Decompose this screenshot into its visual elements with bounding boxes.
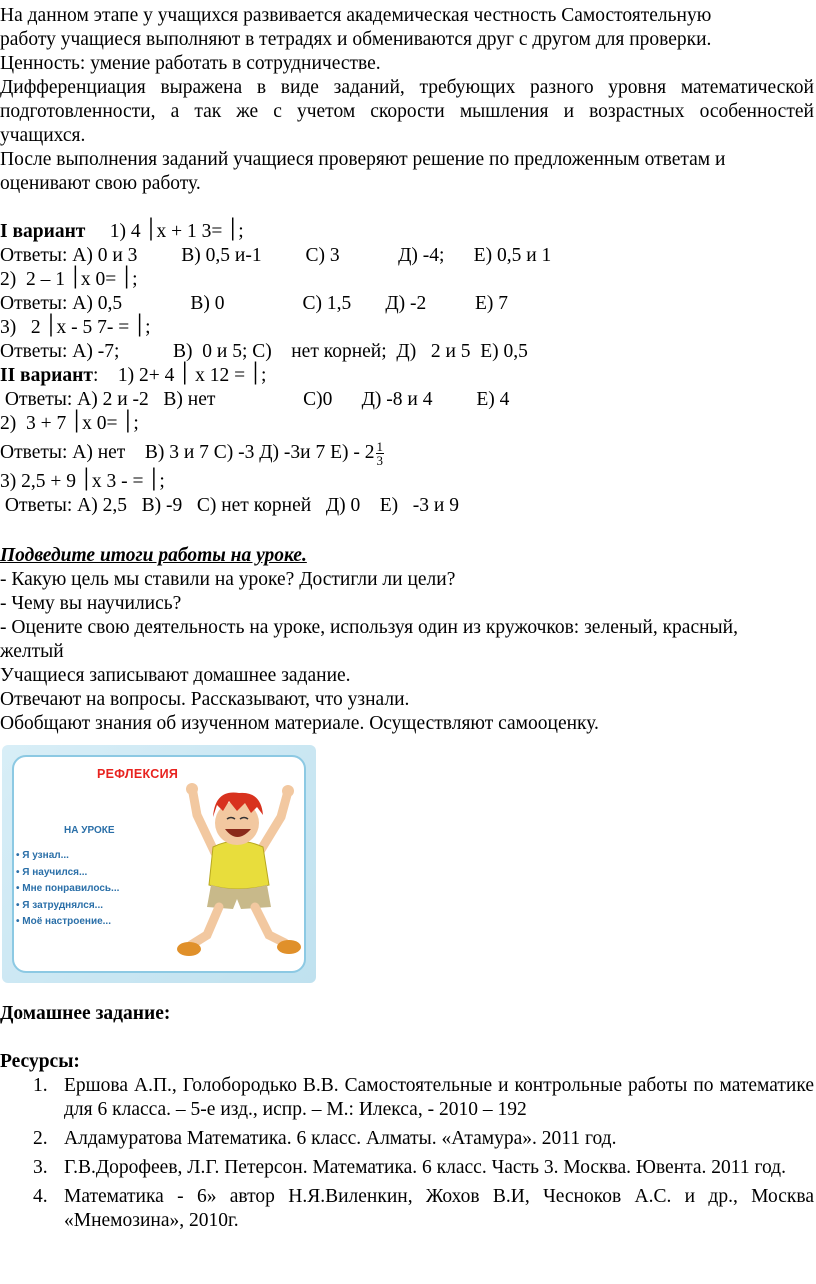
summary-statement-3: Обобщают знания об изученном материале. Осуществляют самооценку. [0, 713, 599, 734]
intro-line-2: работу учащиеся выполняют в тетрадях и обмениваются друг с другом для проверки. [0, 29, 712, 50]
reflection-item: • Я научился... [16, 865, 119, 882]
word: уровня [608, 77, 667, 98]
word: скорости [370, 101, 445, 122]
reflection-item: • Моё настроение... [16, 914, 119, 931]
resource-item: 2. Алдамуратова Математика. 6 класс. Алматы. «Атамура». 2011 год. [33, 1128, 617, 1149]
reflection-list [16, 848, 119, 931]
variant2-task1: : 1) ׀ 4 +2 x ׀ = 12; [92, 365, 267, 386]
word: математической [680, 77, 814, 98]
check-line-1: После выполнения заданий учащиеся проверяют решение по предложенным ответам и [0, 149, 726, 170]
word: выражена [160, 77, 243, 98]
resources-list [0, 1074, 814, 1238]
word: возрастных [589, 101, 685, 122]
word: особенностей [699, 101, 814, 122]
variant1-task1-row [0, 220, 244, 244]
summary-statement-2: Отвечают на вопросы. Рассказывают, что узнали. [0, 689, 410, 710]
variant2-answers2: Ответы: А) нет В) 3 и 7 С) -3 Д) -3и 7 Е) - 2 [0, 442, 375, 463]
word: в [256, 77, 267, 98]
word: требующих [419, 77, 516, 98]
variant2-answers2-row [0, 438, 384, 468]
word: же [236, 101, 259, 122]
intro-line-3: Ценность: умение работать в сотрудничестве. [0, 53, 381, 74]
summary-question-1: - Какую цель мы ставили на уроке? Достигли ли цели? [0, 569, 456, 590]
word: так [194, 101, 222, 122]
word: мышления [459, 101, 549, 122]
resources-heading: Ресурсы: [0, 1051, 80, 1072]
word: учетом [296, 101, 356, 122]
resource-item: 3. Г.В.Дорофеев, Л.Г. Петерсон. Математика. 6 класс. Часть 3. Москва. Ювента. 2011 год. [33, 1157, 786, 1178]
variant2-task2: 2) ׀ 7 + 3x ׀ =0; [0, 413, 139, 434]
variant2-task3: 3) ׀ 9 + 2,5x ׀ = - 3; [0, 471, 165, 492]
word: и [563, 101, 575, 122]
resource-item: 4. Математика - 6» автор Н.Я.Виленкин, Жохов В.И, Чесноков А.С. и др., Москва «Мнемозина», 2010г. [33, 1186, 814, 1231]
reflection-item: • Я затруднялся... [16, 898, 119, 915]
differentiation-line-3: учащихся. [0, 125, 86, 146]
variant1-answers1: Ответы: А) 0 и 3 В) 0,5 и-1 С) 3 Д) -4; Е) 0,5 и 1 [0, 245, 552, 266]
word: а [170, 101, 180, 122]
word: разного [530, 77, 594, 98]
word: виде [280, 77, 319, 98]
variant1-task1: 1) ׀ 4x + 1 ׀ =3; [109, 221, 244, 242]
variant2-heading: II вариант [0, 365, 93, 386]
word: заданий, [333, 77, 405, 98]
jumping-boy-illustration [177, 775, 307, 980]
homework-heading: Домашнее задание: [0, 1003, 171, 1024]
resource-item: 1. Ершова А.П., Голобородько В.В. Самостоятельные и контрольные работы по математике для 6 класса. – 5-е изд., испр. – М.: Илекса, - 2010 – 192 [33, 1075, 814, 1120]
check-line-2: оценивают свою работу. [0, 173, 201, 194]
word: Дифференциация [0, 77, 146, 98]
summary-heading: Подведите итоги работы на уроке. [0, 545, 307, 566]
variant2-task1-row [0, 364, 266, 388]
summary-statement-1: Учащиеся записывают домашнее задание. [0, 665, 351, 686]
reflection-subtitle: НА УРОКЕ [64, 825, 115, 836]
summary-question-3-line-2: желтый [0, 641, 64, 662]
variant1-heading: I вариант [0, 221, 86, 242]
variant1-answers2: Ответы: А) 0,5 В) 0 С) 1,5 Д) -2 Е) 7 [0, 293, 509, 314]
fraction-one-third: $\frac{1}{3}$ [376, 439, 384, 469]
reflection-item: • Я узнал... [16, 848, 119, 865]
variant2-answers3: Ответы: А) 2,5 В) -9 С) нет корней Д) 0 Е) -3 и 9 [0, 495, 459, 516]
variant1-answers3: Ответы: А) -7; В) 0 и 5; С) нет корней; Д) 2 и 5 Е) 0,5 [0, 341, 528, 362]
differentiation-line-1 [0, 76, 814, 100]
reflection-title: РЕФЛЕКСИЯ [97, 767, 179, 781]
variant1-task3: 3) ׀ 2x - 5 ׀ = -7; [0, 317, 151, 338]
reflection-card-image [2, 745, 316, 983]
summary-question-3-line-1: - Оцените свою деятельность на уроке, используя один из кружочков: зеленый, красный, [0, 617, 738, 638]
variant2-answers1: Ответы: А) 2 и -2 В) нет С)0 Д) -8 и 4 Е) 4 [0, 389, 510, 410]
word: с [273, 101, 282, 122]
variant1-task2: 2) ׀ 1 – 2x ׀ =0; [0, 269, 138, 290]
reflection-item: • Мне понравилось... [16, 881, 119, 898]
summary-question-2: - Чему вы научились? [0, 593, 182, 614]
differentiation-line-2 [0, 100, 814, 124]
word: подготовленности, [0, 101, 156, 122]
intro-line-1: На данном этапе у учащихся развивается академическая честность Самостоятельную [0, 5, 712, 26]
